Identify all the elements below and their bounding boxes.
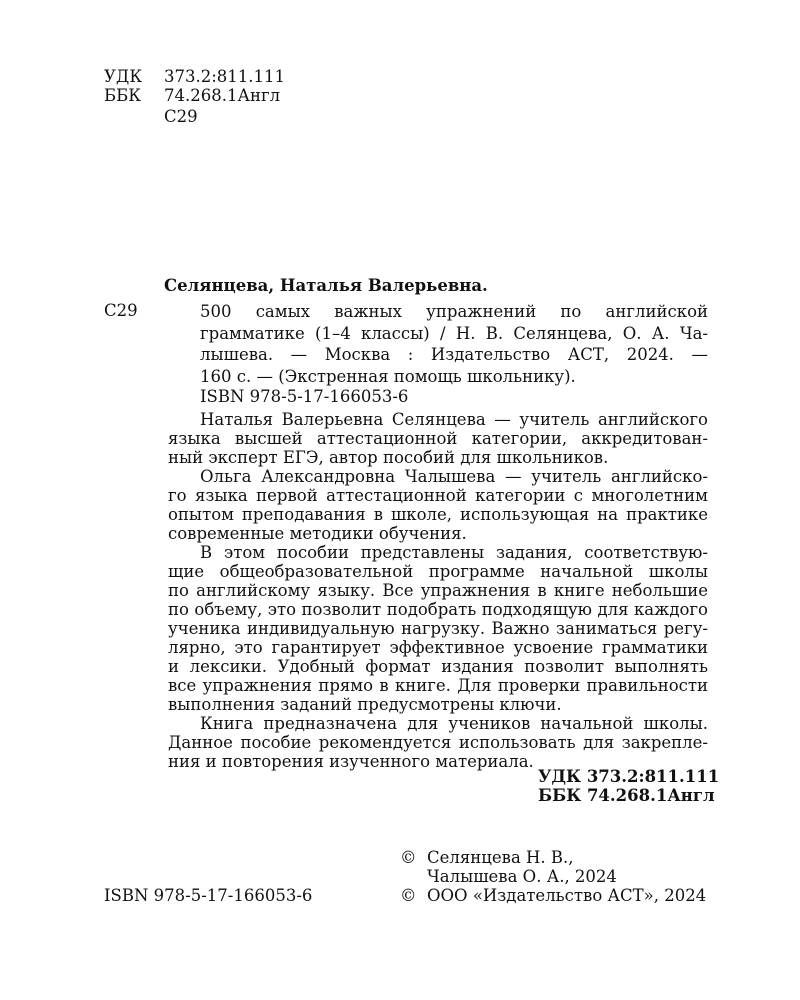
annotation-line: щие общеобразовательной программе начальной школы	[168, 562, 708, 581]
record-mark: С29	[104, 301, 138, 320]
annotation-line: В этом пособии представлены задания, соответствую-	[200, 543, 708, 562]
annotation-line: Ольга Александровна Чалышева — учитель английско-	[200, 467, 708, 486]
annotation-p2	[168, 467, 708, 543]
title-line: лышева. — Москва : Издательство АСТ, 2024. —	[200, 345, 708, 364]
title-line: грамматике (1–4 классы) / Н. В. Селянцева, О. А. Ча-	[200, 323, 708, 343]
bbk-label: ББК	[104, 86, 142, 105]
annotation-line: ный эксперт ЕГЭ, автор пособий для школьников.	[168, 448, 609, 467]
annotation-line: все упражнения прямо в книге. Для проверки правильности	[168, 676, 708, 695]
annotation-p3	[168, 543, 708, 714]
bbk-header	[104, 86, 280, 105]
annotation-line: и лексики. Удобный формат издания позволит выполнять	[168, 657, 708, 676]
copyright-authors-line1: Селянцева Н. В.,	[427, 848, 574, 867]
copyright-symbol: ©	[400, 848, 417, 867]
annotation-line: Книга предназначена для учеников начальной школы.	[200, 714, 708, 733]
annotation-line: лярно, это гарантирует эффективное усвоение грамматики	[168, 638, 708, 657]
author-mark-header: С29	[164, 107, 198, 126]
title-line: 160 с. — (Экстренная помощь школьнику).	[200, 366, 576, 386]
footer-bbk: ББК 74.268.1Англ	[538, 786, 715, 805]
annotation-line: ученика индивидуальную нагрузку. Важно заниматься регу-	[168, 619, 708, 638]
annotation-line: Наталья Валерьевна Селянцева — учитель английского	[200, 410, 708, 429]
annotation-line: Данное пособие рекомендуется использовать для закрепле-	[168, 733, 708, 752]
annotation-line: опытом преподавания в школе, использующая на практике	[168, 505, 708, 524]
udk-value: 373.2:811.111	[164, 67, 286, 86]
bbk-value: 74.268.1Англ	[164, 86, 281, 105]
annotation-line: ния и повторения изученного материала.	[168, 752, 534, 771]
udk-label: УДК	[104, 67, 143, 86]
annotation-line: по объему, это позволит подобрать подходящую для каждого	[168, 600, 708, 619]
record-author: Селянцева, Наталья Валерьевна.	[164, 276, 488, 295]
copyright-block	[400, 848, 706, 905]
annotation-line: современные методики обучения.	[168, 524, 467, 543]
annotation-line: выполнения заданий предусмотрены ключи.	[168, 695, 562, 714]
annotation-line: го языка первой аттестационной категории с многолетним	[168, 486, 708, 505]
copyright-authors-line2: Чалышева О. А., 2024	[427, 867, 617, 886]
bottom-isbn: ISBN 978-5-17-166053-6	[104, 886, 313, 905]
record-isbn: ISBN 978-5-17-166053-6	[200, 387, 409, 406]
annotation-line: по английскому языку. Все упражнения в книге небольшие	[168, 581, 708, 600]
annotation-p1	[168, 410, 708, 467]
annotation-line: языка высшей аттестационной категории, аккредитован-	[168, 429, 708, 448]
title-line: 500 самых важных упражнений по английской	[200, 302, 708, 321]
record-title	[200, 301, 708, 387]
copyright-publisher: ООО «Издательство АСТ», 2024	[427, 886, 707, 905]
annotation-p4	[168, 714, 708, 771]
footer-udk: УДК 373.2:811.111	[538, 767, 720, 786]
copyright-symbol: ©	[400, 886, 417, 905]
udk-header	[104, 67, 285, 86]
